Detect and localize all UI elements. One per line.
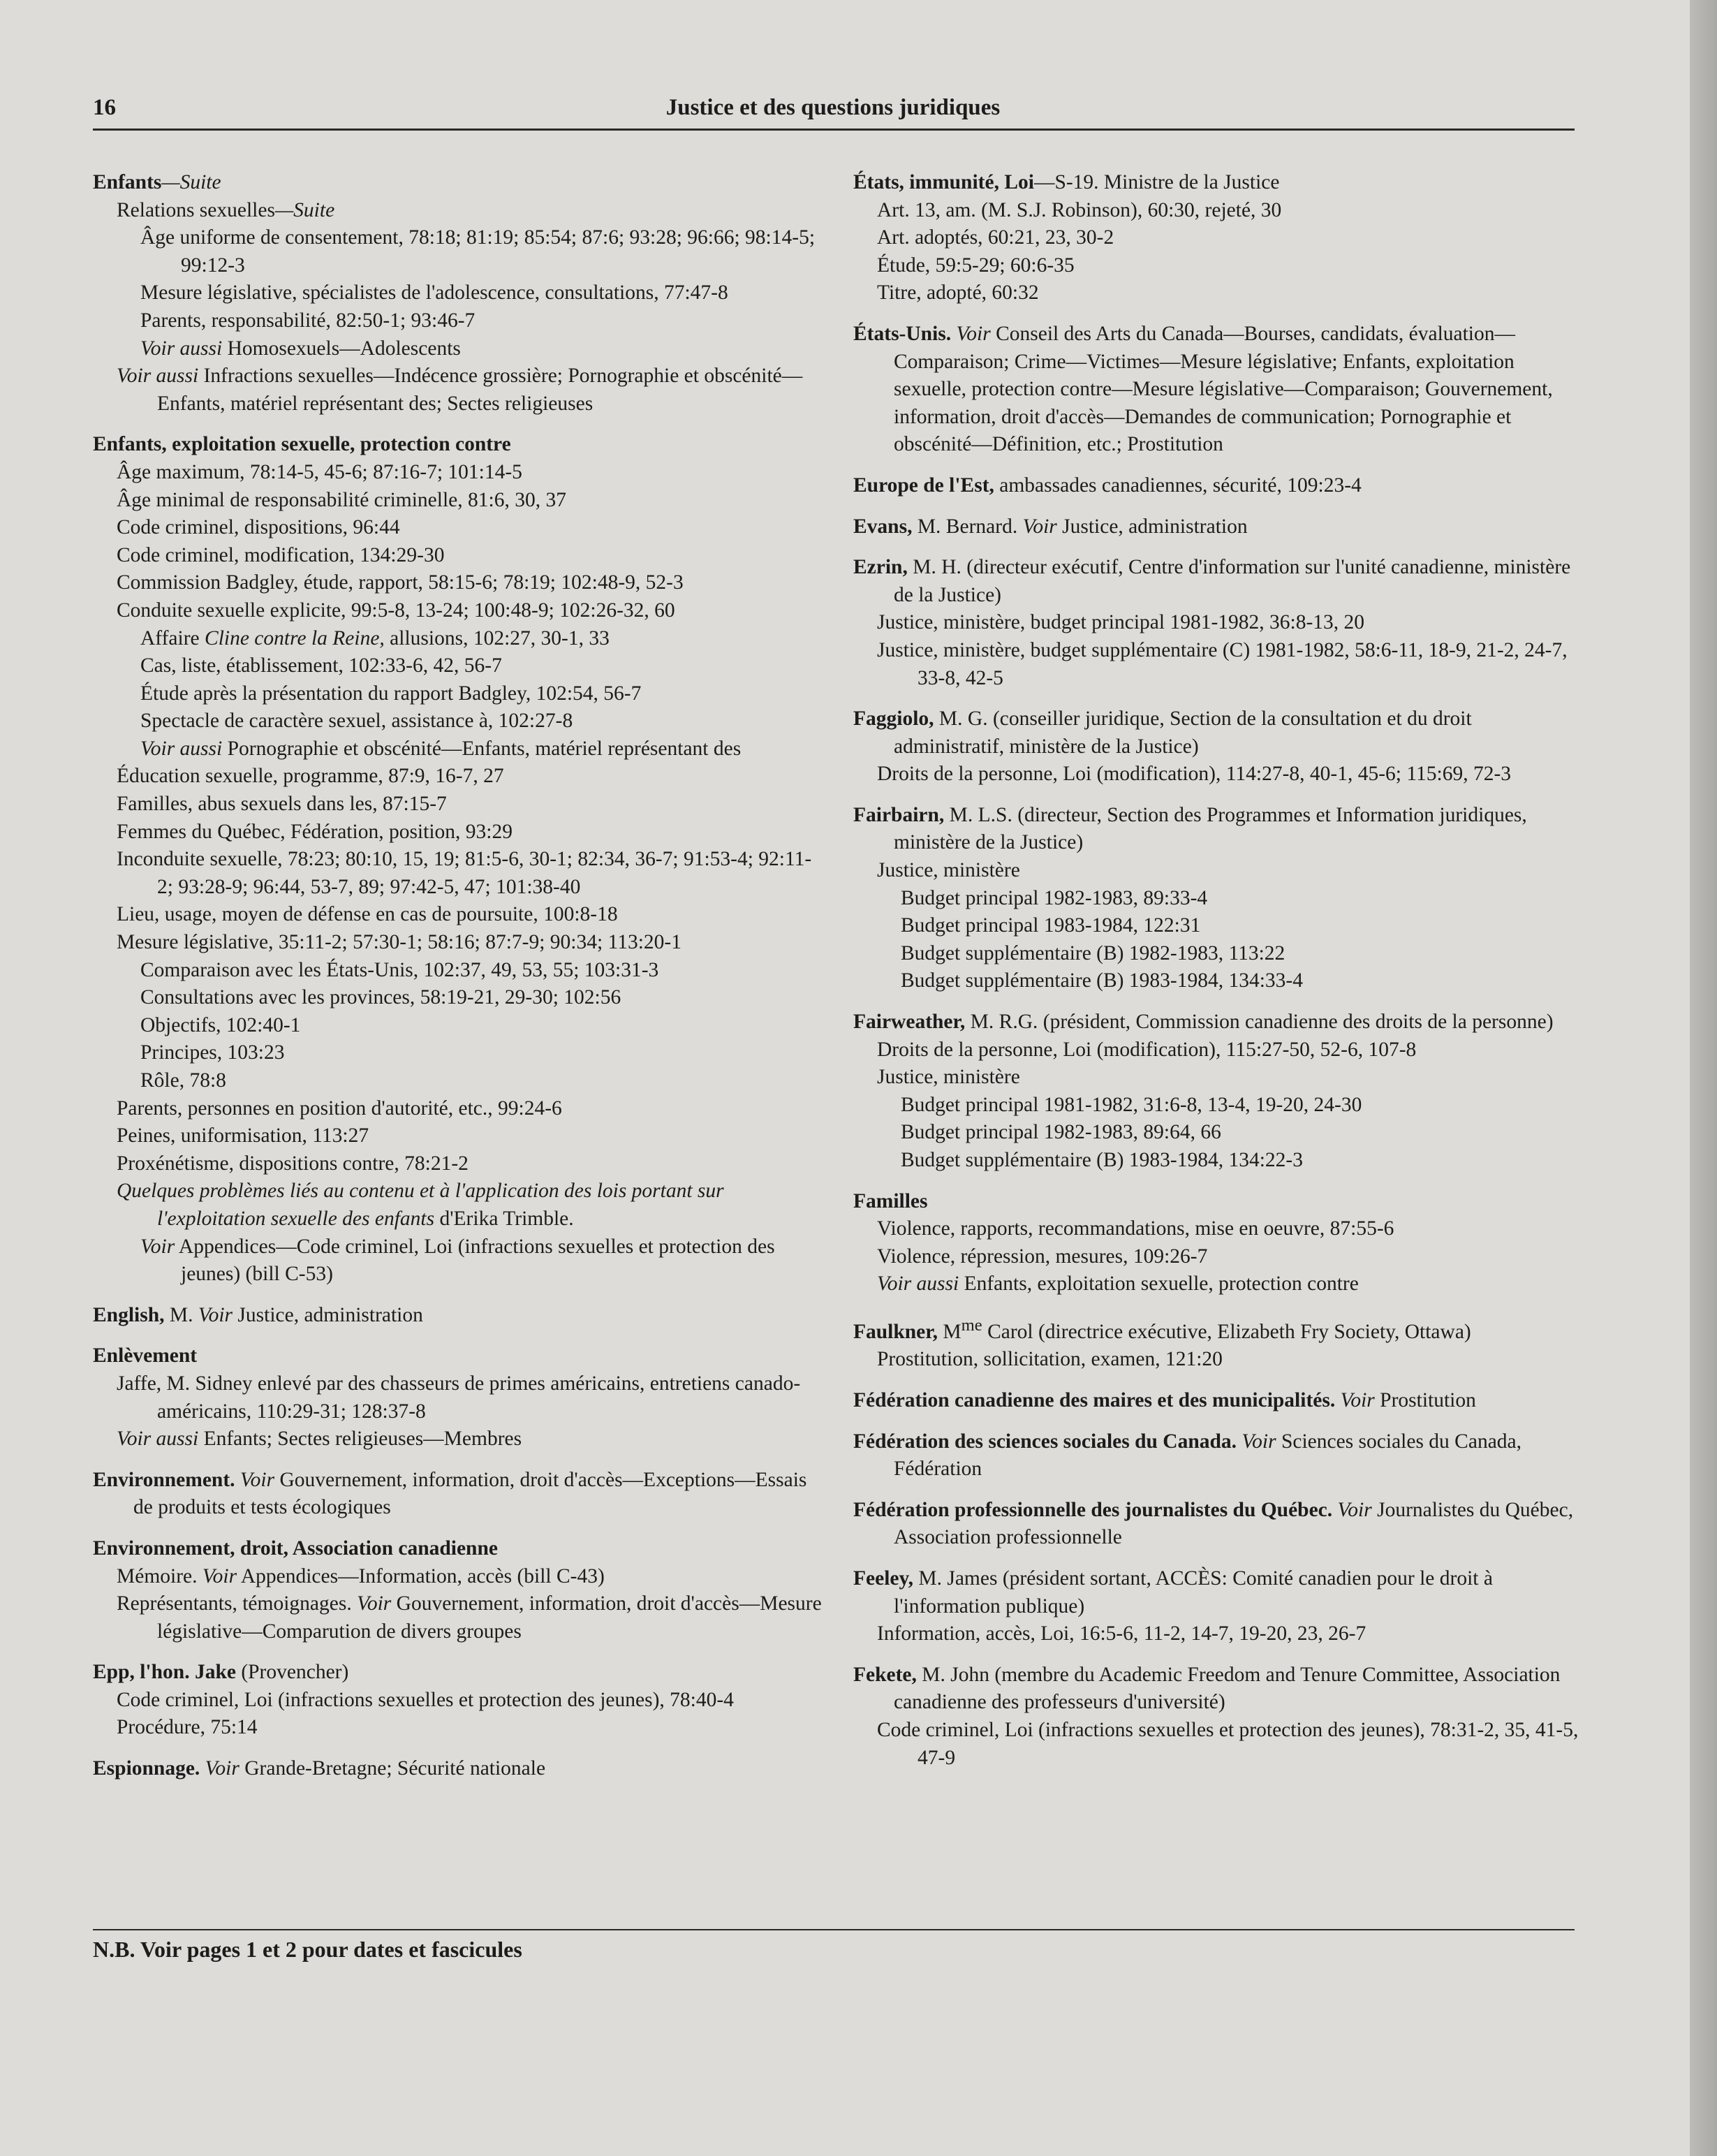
entry-heading-line: [853, 1497, 1579, 1552]
subentry-line: [853, 885, 1579, 913]
entry-text: Droits de la personne, Loi (modification), 114:27-8, 40-1, 45-6; 115:69, 72-3: [877, 763, 1512, 786]
entry-text: Justice, administration: [233, 1303, 423, 1326]
entry-heading: Faulkner,: [853, 1320, 938, 1343]
entry-text: Étude, 59:5-29; 60:6-35: [877, 254, 1075, 277]
entry-text: Infractions sexuelles—Indécence grossière; Pornographie et obscénité—Enfants, matériel représentant des; Sectes religieuses: [157, 365, 803, 415]
entry-heading: Fédération des sciences sociales du Canada.: [853, 1430, 1237, 1453]
entry-heading-line: [853, 1312, 1579, 1346]
subentry-line: [853, 1147, 1579, 1175]
entry-heading-line: [853, 1565, 1579, 1620]
entry-text: Spectacle de caractère sexuel, assistance à, 102:27-8: [140, 710, 573, 733]
subentry-line: [853, 1064, 1579, 1092]
cross-reference-italic: —Suite: [161, 171, 221, 193]
subentry-line: [93, 307, 826, 335]
entry-text: Cas, liste, établissement, 102:33-6, 42, 56-7: [140, 654, 502, 677]
entry-text: M. G. (conseiller juridique, Section de la consultation et du droit administratif, ministère de la Justice): [894, 707, 1472, 758]
entry-heading: États-Unis.: [853, 322, 952, 345]
entry-text: Peines, uniformisation, 113:27: [117, 1124, 369, 1147]
cross-reference-italic: Voir: [1340, 1388, 1375, 1411]
entry-text: Justice, ministère: [877, 859, 1020, 882]
entry-heading-line: [93, 431, 826, 459]
index-entry: [853, 321, 1579, 459]
entry-heading-line: [853, 1428, 1579, 1483]
entry-text: Pornographie et obscénité—Enfants, matériel représentant des: [222, 737, 742, 760]
entry-text: Représentants, témoignages.: [117, 1592, 358, 1615]
entry-text: Violence, répression, mesures, 109:26-7: [877, 1245, 1208, 1268]
cross-reference-italic: Voir: [357, 1592, 392, 1615]
header-rule: [93, 129, 1575, 131]
subentry-line: [93, 224, 826, 279]
index-entry: [93, 169, 826, 418]
subentry-line: [93, 901, 826, 929]
entry-text: Âge maximum, 78:14-5, 45-6; 87:16-7; 101:14-5: [117, 460, 522, 483]
right-column: [853, 169, 1579, 1785]
entry-text: Grande-Bretagne; Sécurité nationale: [239, 1757, 546, 1780]
entry-heading-line: [93, 1342, 826, 1370]
cross-reference-italic: Voir: [202, 1564, 237, 1587]
index-entry: [93, 431, 826, 1288]
subentry-line: [93, 459, 826, 487]
cross-reference-italic: Voir: [140, 1235, 175, 1258]
subentry-line: [853, 1215, 1579, 1243]
entry-text: Appendices—Information, accès (bill C-43): [237, 1564, 605, 1587]
entry-heading: Enlèvement: [93, 1344, 198, 1367]
entry-heading: Enfants, exploitation sexuelle, protection contre: [93, 433, 511, 456]
subentry-line: [853, 197, 1579, 225]
cross-reference-italic: Voir: [956, 322, 991, 345]
subentry-line: [93, 1714, 826, 1742]
entry-text: Budget principal 1982-1983, 89:64, 66: [901, 1121, 1221, 1144]
subentry-line: [93, 1687, 826, 1715]
subentry-line: [93, 1095, 826, 1123]
cross-reference-italic: Voir aussi: [877, 1273, 959, 1296]
subentry-line: [93, 707, 826, 735]
entry-text: Justice, administration: [1056, 515, 1248, 538]
entry-text: Objectifs, 102:40-1: [140, 1013, 301, 1036]
footer-rule: [93, 1929, 1575, 1930]
entry-heading: Enfants: [93, 171, 162, 193]
index-entry: [853, 1387, 1579, 1415]
entry-text: Code criminel, Loi (infractions sexuelles et protection des jeunes), 78:31-2, 35, 41-5, 47-9: [877, 1718, 1579, 1769]
index-entry: [853, 802, 1579, 995]
entry-heading-line: [853, 802, 1579, 857]
entry-heading: Evans,: [853, 515, 913, 538]
cross-reference-italic: Voir aussi: [117, 365, 199, 388]
subentry-line: [853, 1717, 1579, 1772]
index-entry: [853, 1428, 1579, 1483]
subentry-line: [853, 252, 1579, 280]
entry-heading: Fekete,: [853, 1663, 917, 1686]
cross-reference-italic: Quelques problèmes liés au contenu et à l'application des lois portant sur l'exploitation sexuelle des enfants: [117, 1180, 724, 1230]
entry-heading: Fédération canadienne des maires et des municipalités.: [853, 1388, 1336, 1411]
subentry-line: [93, 335, 826, 363]
entry-heading: Environnement, droit, Association canadienne: [93, 1537, 498, 1560]
entry-heading-line: [93, 1755, 826, 1783]
entry-heading-line: [853, 1662, 1579, 1717]
entry-text: Femmes du Québec, Fédération, position, 93:29: [117, 820, 513, 843]
entry-heading-line: [853, 705, 1579, 761]
index-entry: [853, 513, 1579, 541]
subentry-line: [93, 652, 826, 680]
entry-heading-line: [853, 1387, 1579, 1415]
page-header: [93, 95, 1573, 129]
index-entry: [853, 472, 1579, 500]
entry-heading: Europe de l'Est,: [853, 474, 994, 497]
subentry-line: [93, 597, 826, 625]
subentry-line: [93, 279, 826, 307]
subentry-line: [93, 542, 826, 570]
entry-text: Prostitution: [1374, 1388, 1476, 1411]
entry-text: Étude après la présentation du rapport Badgley, 102:54, 56-7: [140, 682, 642, 705]
cross-reference-italic: Voir aussi: [140, 337, 223, 360]
index-entry: [853, 1565, 1579, 1648]
subentry-line: [853, 1036, 1579, 1064]
entry-heading-line: [93, 1302, 826, 1330]
entry-text: Mesure législative, 35:11-2; 57:30-1; 58:16; 87:7-9; 90:34; 113:20-1: [117, 931, 681, 954]
entry-text: Âge uniforme de consentement, 78:18; 81:19; 85:54; 87:6; 93:28; 96:66; 98:14-5; 99:12-3: [140, 226, 816, 277]
subentry-line: [853, 1620, 1579, 1648]
subentry-line: [853, 1243, 1579, 1271]
subentry-line: [853, 279, 1579, 307]
entry-text: Budget principal 1982-1983, 89:33-4: [901, 886, 1208, 909]
subentry-line: [93, 514, 826, 542]
subentry-line: [853, 637, 1579, 692]
subentry-line: [853, 1119, 1579, 1147]
subentry-line: [93, 957, 826, 985]
entry-text: Enfants; Sectes religieuses—Membres: [198, 1428, 522, 1451]
subentry-line: [93, 1590, 826, 1645]
index-entry: [93, 1342, 826, 1453]
superscript: me: [961, 1315, 982, 1335]
entry-text: M.: [164, 1303, 198, 1326]
index-entry: [93, 1755, 826, 1783]
subentry-line: [93, 1178, 826, 1233]
subentry-line: [93, 1370, 826, 1425]
entry-heading-line: [853, 1188, 1579, 1216]
cross-reference-italic: Voir: [240, 1468, 275, 1491]
entry-heading: Espionnage.: [93, 1757, 200, 1780]
entry-text: Carol (directrice exécutive, Elizabeth Fry Society, Ottawa): [982, 1320, 1471, 1343]
entry-text: Procédure, 75:14: [117, 1716, 258, 1739]
entry-text: [951, 323, 956, 345]
page-number: 16: [93, 95, 116, 120]
entry-text: Justice, ministère, budget supplémentaire (C) 1981-1982, 58:6-11, 18-9, 21-2, 24-7, 33-8, 42-5: [877, 638, 1568, 689]
subentry-line: [853, 912, 1579, 940]
entry-text: Commission Badgley, étude, rapport, 58:15-6; 78:19; 102:48-9, 52-3: [117, 571, 684, 594]
subentry-line: [853, 609, 1579, 637]
entry-text: Âge minimal de responsabilité criminelle, 81:6, 30, 37: [117, 488, 566, 511]
entry-text: Principes, 103:23: [140, 1041, 285, 1064]
entry-text: M. R.G. (président, Commission canadienne des droits de la personne): [965, 1011, 1554, 1034]
cross-reference-italic: Cline contre la Reine,: [205, 626, 385, 650]
entry-heading-line: [853, 554, 1579, 609]
entry-text: Gouvernement, information, droit d'accès—Exceptions—Essais de produits et tests écologiques: [133, 1468, 807, 1519]
entry-text: [200, 1757, 205, 1780]
entry-text: Conseil des Arts du Canada—Bourses, candidats, évaluation—Comparaison; Crime—Victimes—Mesure législative; Enfants, exploitation sexuelle, protection contre—Mesure législative—Comparaison; Gouvernement, information, droit d'accès—Demandes de communication; Pornographie et obscénité—Définition, etc.; Prostitution: [894, 322, 1553, 456]
subentry-line: [93, 819, 826, 846]
subentry-line: [93, 487, 826, 515]
entry-text: Enfants, exploitation sexuelle, protection contre: [959, 1273, 1359, 1296]
subentry-line: [93, 763, 826, 791]
entry-text: Consultations avec les provinces, 58:19-21, 29-30; 102:56: [140, 986, 621, 1009]
subentry-line: [93, 1425, 826, 1453]
subentry-line: [93, 1067, 826, 1095]
subentry-line: [93, 625, 826, 653]
entry-heading-line: [93, 1659, 826, 1687]
subentry-line: [853, 940, 1579, 968]
entry-text: Relations sexuelles: [117, 198, 275, 221]
entry-heading: Fairbairn,: [853, 803, 945, 826]
entry-heading-line: [93, 1535, 826, 1563]
entry-text: Rôle, 78:8: [140, 1069, 226, 1092]
entry-text: Prostitution, sollicitation, examen, 121:20: [877, 1348, 1223, 1371]
entry-text: Code criminel, dispositions, 96:44: [117, 516, 400, 539]
entry-text: d'Erika Trimble.: [434, 1207, 574, 1230]
index-entry: [853, 554, 1579, 692]
entry-text: Parents, personnes en position d'autorité, etc., 99:24-6: [117, 1097, 562, 1120]
entry-text: ambassades canadiennes, sécurité, 109:23-4: [994, 474, 1362, 497]
cross-reference-italic: Voir: [205, 1757, 240, 1780]
entry-text: Justice, ministère: [877, 1066, 1020, 1089]
index-entry: [853, 169, 1579, 307]
entry-text: Code criminel, Loi (infractions sexuelles et protection des jeunes), 78:40-4: [117, 1688, 734, 1711]
page-edge: [1690, 0, 1717, 2156]
entry-heading-line: [93, 169, 826, 197]
entry-text: Budget supplémentaire (B) 1982-1983, 113:22: [901, 941, 1285, 965]
entry-text: Parents, responsabilité, 82:50-1; 93:46-7: [140, 309, 476, 332]
subentry-line: [93, 1039, 826, 1067]
entry-text: M. H. (directeur exécutif, Centre d'information sur l'unité canadienne, ministère de la Justice): [894, 556, 1571, 606]
index-entry: [93, 1535, 826, 1645]
entry-text: Budget supplémentaire (B) 1983-1984, 134:22-3: [901, 1149, 1303, 1171]
entry-text: Mesure législative, spécialistes de l'adolescence, consultations, 77:47-8: [140, 281, 728, 305]
entry-text: Affaire: [140, 626, 205, 650]
entry-text: Éducation sexuelle, programme, 87:9, 16-7, 27: [117, 765, 504, 788]
entry-text: M. John (membre du Academic Freedom and Tenure Committee, Association canadienne des professeurs d'université): [894, 1663, 1561, 1714]
subentry-line: [853, 1270, 1579, 1298]
entry-heading: États, immunité, Loi: [853, 171, 1034, 193]
entry-heading: Ezrin,: [853, 556, 908, 579]
entry-text: Inconduite sexuelle, 78:23; 80:10, 15, 19; 81:5-6, 30-1; 82:34, 36-7; 91:53-4; 92:11-2; 93:28-9; 96:44, 53-7, 89; 97:42-5, 47; 101:38-40: [117, 848, 812, 898]
subentry-line: [93, 929, 826, 957]
index-entry: [93, 1467, 826, 1522]
subentry-line: [853, 1346, 1579, 1374]
subentry-line: [853, 1092, 1579, 1120]
entry-text: Jaffe, M. Sidney enlevé par des chasseurs de primes américains, entretiens canado-américains, 110:29-31; 128:37-8: [117, 1372, 801, 1423]
entry-text: Homosexuels—Adolescents: [222, 337, 461, 360]
subentry-line: [853, 857, 1579, 885]
subentry-line: [93, 791, 826, 819]
entry-text: [1335, 1389, 1340, 1411]
left-column: [93, 169, 826, 1796]
index-entry: [853, 1662, 1579, 1772]
entry-text: Proxénétisme, dispositions contre, 78:21-2: [117, 1152, 469, 1175]
entry-text: Appendices—Code criminel, Loi (infractions sexuelles et protection des jeunes) (bill C-53): [175, 1235, 775, 1286]
subentry-line: [93, 1150, 826, 1178]
entry-text: Code criminel, modification, 134:29-30: [117, 543, 445, 566]
cross-reference-italic: —Suite: [274, 198, 335, 221]
index-entry: [853, 1497, 1579, 1552]
entry-text: (Provencher): [235, 1661, 349, 1684]
subentry-line: [93, 569, 826, 597]
entry-heading: Environnement.: [93, 1468, 235, 1491]
cross-reference-italic: Voir aussi: [140, 737, 223, 760]
index-entry: [93, 1302, 826, 1330]
subentry-line: [93, 197, 826, 225]
entry-text: [1332, 1499, 1337, 1521]
index-entry: [853, 1009, 1579, 1175]
entry-text: M. L.S. (directeur, Section des Programmes et Information juridiques, ministère de la Justice): [894, 803, 1527, 854]
entry-heading: Epp, l'hon. Jake: [93, 1661, 236, 1684]
entry-heading-line: [853, 169, 1579, 197]
index-entry: [853, 1188, 1579, 1298]
entry-text: Budget principal 1981-1982, 31:6-8, 13-4, 19-20, 24-30: [901, 1093, 1362, 1116]
entry-heading: Fédération professionnelle des journalistes du Québec.: [853, 1498, 1333, 1521]
entry-text: Budget supplémentaire (B) 1983-1984, 134:33-4: [901, 969, 1303, 992]
entry-heading-line: [853, 513, 1579, 541]
entry-text: Sciences sociales du Canada, Fédération: [894, 1430, 1522, 1481]
entry-heading: Faggiolo,: [853, 707, 934, 731]
entry-text: Budget principal 1983-1984, 122:31: [901, 914, 1201, 937]
entry-text: Lieu, usage, moyen de défense en cas de poursuite, 100:8-18: [117, 903, 618, 926]
subentry-line: [93, 1012, 826, 1040]
subentry-line: [93, 846, 826, 901]
cross-reference-italic: Voir aussi: [117, 1428, 199, 1451]
entry-text: Familles, abus sexuels dans les, 87:15-7: [117, 793, 447, 816]
running-title: Justice et des questions juridiques: [665, 95, 1001, 120]
entry-heading: Feeley,: [853, 1567, 913, 1590]
footer-note: N.B. Voir pages 1 et 2 pour dates et fascicules: [93, 1937, 522, 1962]
subentry-line: [93, 362, 826, 418]
entry-text: Information, accès, Loi, 16:5-6, 11-2, 14-7, 19-20, 23, 26-7: [877, 1622, 1366, 1645]
subentry-line: [93, 1563, 826, 1591]
entry-text: Violence, rapports, recommandations, mise en oeuvre, 87:55-6: [877, 1217, 1394, 1240]
cross-reference-italic: Voir: [1022, 515, 1057, 538]
entry-heading-line: [853, 321, 1579, 459]
entry-text: Justice, ministère, budget principal 1981-1982, 36:8-13, 20: [877, 611, 1365, 634]
entry-text: [235, 1469, 240, 1491]
entry-heading-line: [853, 1009, 1579, 1036]
entry-text: allusions, 102:27, 30-1, 33: [384, 626, 610, 650]
entry-heading: Familles: [853, 1189, 928, 1212]
index-entry: [93, 1659, 826, 1742]
entry-text: Art. adoptés, 60:21, 23, 30-2: [877, 226, 1114, 249]
entry-text: Mémoire.: [117, 1564, 202, 1587]
subentry-line: [853, 967, 1579, 995]
entry-text: M. Bernard.: [912, 515, 1023, 538]
subentry-line: [93, 1122, 826, 1150]
cross-reference-italic: Voir: [198, 1303, 233, 1326]
entry-heading-line: [93, 1467, 826, 1522]
subentry-line: [93, 680, 826, 708]
cross-reference-italic: Voir: [1241, 1430, 1276, 1453]
entry-text: Gouvernement, information, droit d'accès—Mesure législative—Comparution de divers groupes: [157, 1592, 822, 1643]
subentry-line: [93, 984, 826, 1012]
entry-text: Comparaison avec les États-Unis, 102:37, 49, 53, 55; 103:31-3: [140, 958, 659, 981]
subentry-line: [93, 1233, 826, 1289]
entry-heading: Fairweather,: [853, 1011, 966, 1034]
subentry-line: [853, 761, 1579, 789]
entry-text: Titre, adopté, 60:32: [877, 281, 1039, 305]
entry-text: —S-19. Ministre de la Justice: [1033, 171, 1280, 193]
entry-text: M: [938, 1320, 961, 1343]
subentry-line: [93, 735, 826, 763]
entry-text: Conduite sexuelle explicite, 99:5-8, 13-24; 100:48-9; 102:26-32, 60: [117, 599, 675, 622]
index-entry: [853, 705, 1579, 789]
entry-text: M. James (président sortant, ACCÈS: Comité canadien pour le droit à l'information publique): [894, 1567, 1493, 1618]
cross-reference-italic: Voir: [1337, 1498, 1372, 1521]
entry-text: Art. 13, am. (M. S.J. Robinson), 60:30, rejeté, 30: [877, 198, 1282, 221]
entry-heading: English,: [93, 1303, 165, 1326]
entry-text: Droits de la personne, Loi (modification), 115:27-50, 52-6, 107-8: [877, 1038, 1417, 1061]
entry-heading-line: [853, 472, 1579, 500]
entry-text: Journalistes du Québec, Association professionnelle: [894, 1498, 1574, 1549]
index-entry: [853, 1312, 1579, 1374]
subentry-line: [853, 224, 1579, 252]
